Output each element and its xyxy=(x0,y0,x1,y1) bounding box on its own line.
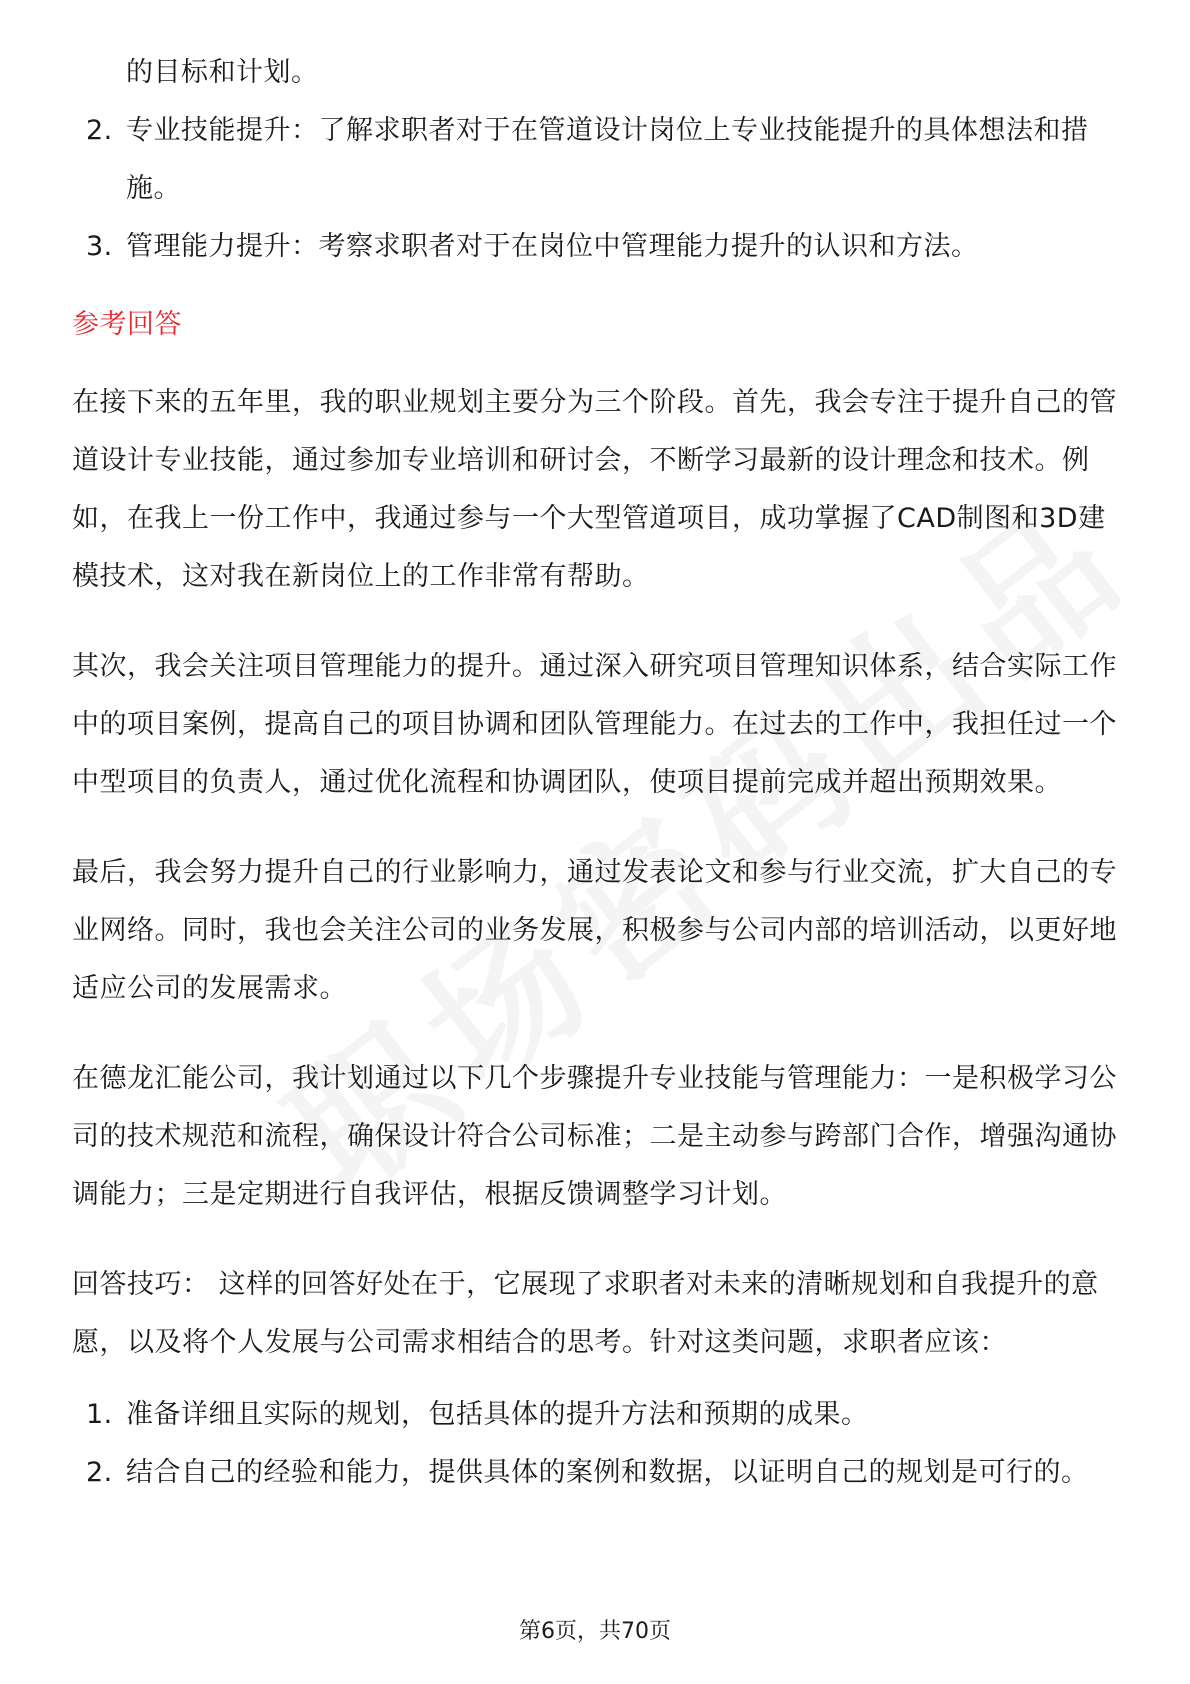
continuation-line: 的目标和计划。 xyxy=(126,57,319,88)
list-item-text: 准备详细且实际的规划，包括具体的提升方法和预期的成果。 xyxy=(126,1399,869,1430)
list-item xyxy=(72,1444,1122,1502)
page-footer: 第6页，共70页 xyxy=(519,1619,671,1644)
list-item-number: 2. xyxy=(86,115,113,146)
list-item-number: 2. xyxy=(86,1457,113,1488)
answer-paragraph: 其次，我会关注项目管理能力的提升。通过深入研究项目管理知识体系，结合实际工作中的项目案例，提高自己的项目协调和团队管理能力。在过去的工作中，我担任过一个中型项目的负责人，通过优化流程和协调团队，使项目提前完成并超出预期效果。 xyxy=(72,651,1117,798)
list-item xyxy=(72,1386,1122,1444)
list-item-number: 3. xyxy=(86,231,113,262)
answer-paragraph: 在德龙汇能公司，我计划通过以下几个步骤提升专业技能与管理能力：一是积极学习公司的技术规范和流程，确保设计符合公司标准；二是主动参与跨部门合作，增强沟通协调能力；三是定期进行自我评估，根据反馈调整学习计划。 xyxy=(72,1063,1117,1210)
list-item-text: 管理能力提升：考察求职者对于在岗位中管理能力提升的认识和方法。 xyxy=(126,231,979,262)
top-numbered-list xyxy=(72,102,1122,276)
list-item xyxy=(72,218,1122,276)
list-item-text: 结合自己的经验和能力，提供具体的案例和数据，以证明自己的规划是可行的。 xyxy=(126,1457,1089,1488)
answer-paragraph: 在接下来的五年里，我的职业规划主要分为三个阶段。首先，我会专注于提升自己的管道设计专业技能，通过参加专业培训和研讨会，不断学习最新的设计理念和技术。例如，在我上一份工作中，我通过参与一个大型管道项目，成功掌握了CAD制图和3D建模技术，这对我在新岗位上的工作非常有帮助。 xyxy=(72,387,1117,592)
bottom-numbered-list xyxy=(72,1386,1122,1502)
tips-paragraph: 回答技巧： 这样的回答好处在于，它展现了求职者对未来的清晰规划和自我提升的意愿，以及将个人发展与公司需求相结合的思考。针对这类问题，求职者应该： xyxy=(72,1269,1099,1358)
list-item xyxy=(72,102,1122,218)
list-item-text: 专业技能提升：了解求职者对于在管道设计岗位上专业技能提升的具体想法和措施。 xyxy=(126,115,1089,204)
answer-paragraph: 最后，我会努力提升自己的行业影响力，通过发表论文和参与行业交流，扩大自己的专业网络。同时，我也会关注公司的业务发展，积极参与公司内部的培训活动，以更好地适应公司的发展需求。 xyxy=(72,857,1117,1004)
page-content xyxy=(72,44,1122,1502)
list-item-number: 1. xyxy=(86,1399,113,1430)
section-title: 参考回答 xyxy=(72,309,182,340)
